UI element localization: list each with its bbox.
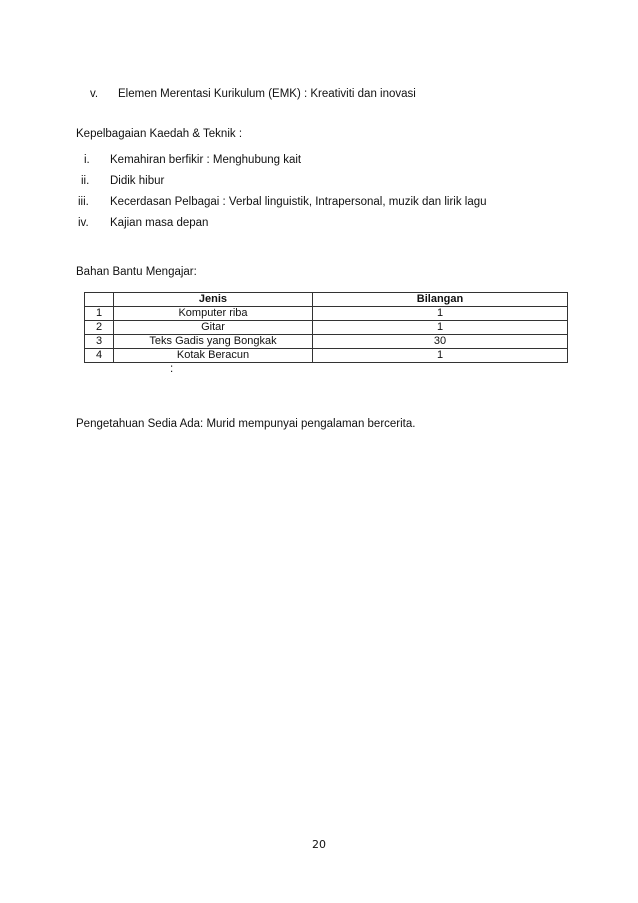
page-number: 20 [312,838,326,851]
cell-jenis: Komputer riba [114,307,313,321]
table-row [85,321,568,335]
cell-bilangan: 30 [313,335,568,349]
table-row [85,307,568,321]
kaedah-numeral-1: i. [84,154,90,166]
cell-no: 4 [85,349,114,363]
cell-no: 1 [85,307,114,321]
pengetahuan-text: Pengetahuan Sedia Ada: Murid mempunyai pengalaman bercerita. [76,418,416,430]
cell-no: 2 [85,321,114,335]
cell-bilangan: 1 [313,321,568,335]
kaedah-item-1: Kemahiran berfikir : Menghubung kait [110,154,302,166]
kaedah-numeral-4: iv. [78,217,89,229]
cell-bilangan: 1 [313,307,568,321]
header-no [85,293,114,307]
cell-jenis: Teks Gadis yang Bongkak [114,335,313,349]
emk-text: Elemen Merentasi Kurikulum (EMK) : Kreativiti dan inovasi [118,88,416,100]
bbm-heading: Bahan Bantu Mengajar: [76,266,197,278]
kaedah-item-2: Didik hibur [110,175,165,187]
kaedah-item-3: Kecerdasan Pelbagai : Verbal linguistik, Intrapersonal, muzik dan lirik lagu [110,196,487,208]
emk-numeral: v. [90,88,99,100]
kaedah-heading: Kepelbagaian Kaedah & Teknik : [76,128,243,140]
bbm-table [84,292,568,363]
header-bilangan: Bilangan [313,293,568,307]
bbm-trailing-colon: : [170,363,174,375]
table-row [85,335,568,349]
kaedah-item-4: Kajian masa depan [110,217,209,229]
cell-bilangan: 1 [313,349,568,363]
cell-jenis: Kotak Beracun [114,349,313,363]
table-row [85,349,568,363]
kaedah-numeral-3: iii. [78,196,89,208]
cell-no: 3 [85,335,114,349]
header-jenis: Jenis [114,293,313,307]
kaedah-numeral-2: ii. [81,175,90,187]
table-header-row [85,293,568,307]
cell-jenis: Gitar [114,321,313,335]
